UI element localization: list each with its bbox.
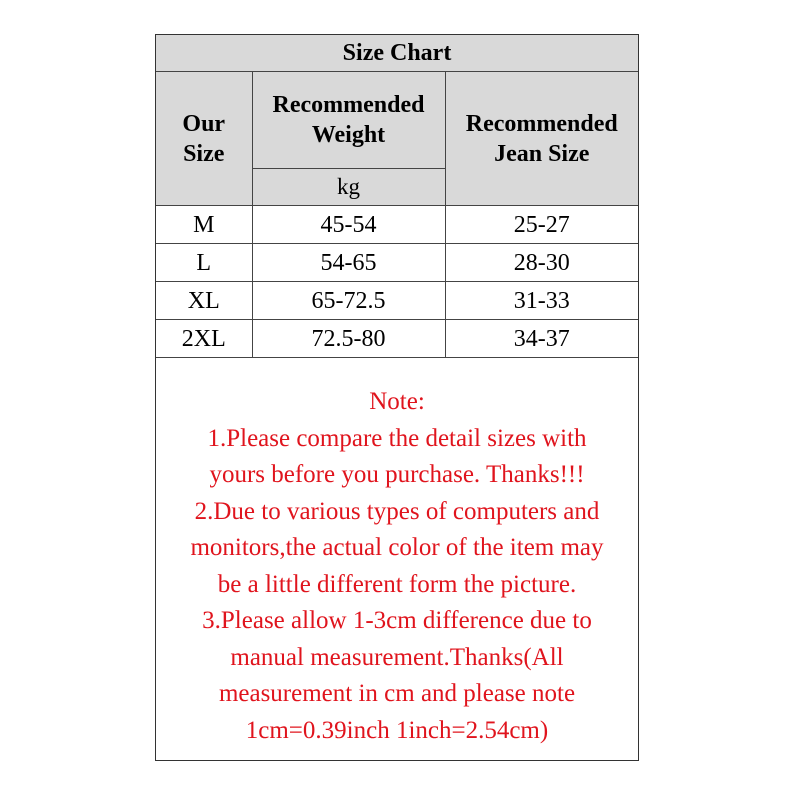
size-cell: XL [156,282,252,320]
note-line: 2.Due to various types of computers and [194,497,600,525]
jean-size-cell: 28-30 [445,244,638,282]
note-heading: Note: [369,388,425,415]
note-line: 1.Please compare the detail sizes with [207,424,587,452]
note-line: 3.Please allow 1-3cm difference due to [202,607,592,634]
our-size-header [156,72,252,206]
table-row [156,244,638,282]
recommended-weight-header [252,72,445,169]
weight-cell: 45-54 [252,206,445,244]
our-size-header-line-2: Size [183,140,225,167]
weight-unit-label: kg [252,169,445,206]
table-row [156,282,638,320]
note-line: yours before you purchase. Thanks!!! [209,461,585,488]
size-cell: M [156,206,252,244]
our-size-header-line-1: Our [182,110,226,137]
note-line: measurement in cm and please note [218,680,576,707]
note-line: be a little different form the picture. [217,570,577,598]
size-cell: 2XL [156,320,252,358]
recommended-jean-size-header-line-1: Recommended [465,110,618,137]
weight-cell: 65-72.5 [252,282,445,320]
weight-cell: 72.5-80 [252,320,445,358]
jean-size-cell: 31-33 [445,282,638,320]
size-table [156,35,638,358]
recommended-weight-header-line-1: Recommended [272,92,425,118]
note-text [156,354,638,749]
note-line: monitors,the actual color of the item may [190,534,604,561]
note-line: 1cm=0.39inch 1inch=2.54cm) [245,716,549,744]
note-line: manual measurement.Thanks(All [230,643,564,671]
jean-size-cell: 25-27 [445,206,638,244]
weight-cell: 54-65 [252,244,445,282]
table-row [156,320,638,358]
jean-size-cell: 34-37 [445,320,638,358]
table-row [156,206,638,244]
recommended-jean-size-header-line-2: Jean Size [494,140,590,167]
chart-title: Size Chart [156,35,638,72]
size-chart [155,34,639,761]
recommended-jean-size-header [445,72,638,206]
recommended-weight-header-line-2: Weight [311,122,386,148]
size-cell: L [156,244,252,282]
